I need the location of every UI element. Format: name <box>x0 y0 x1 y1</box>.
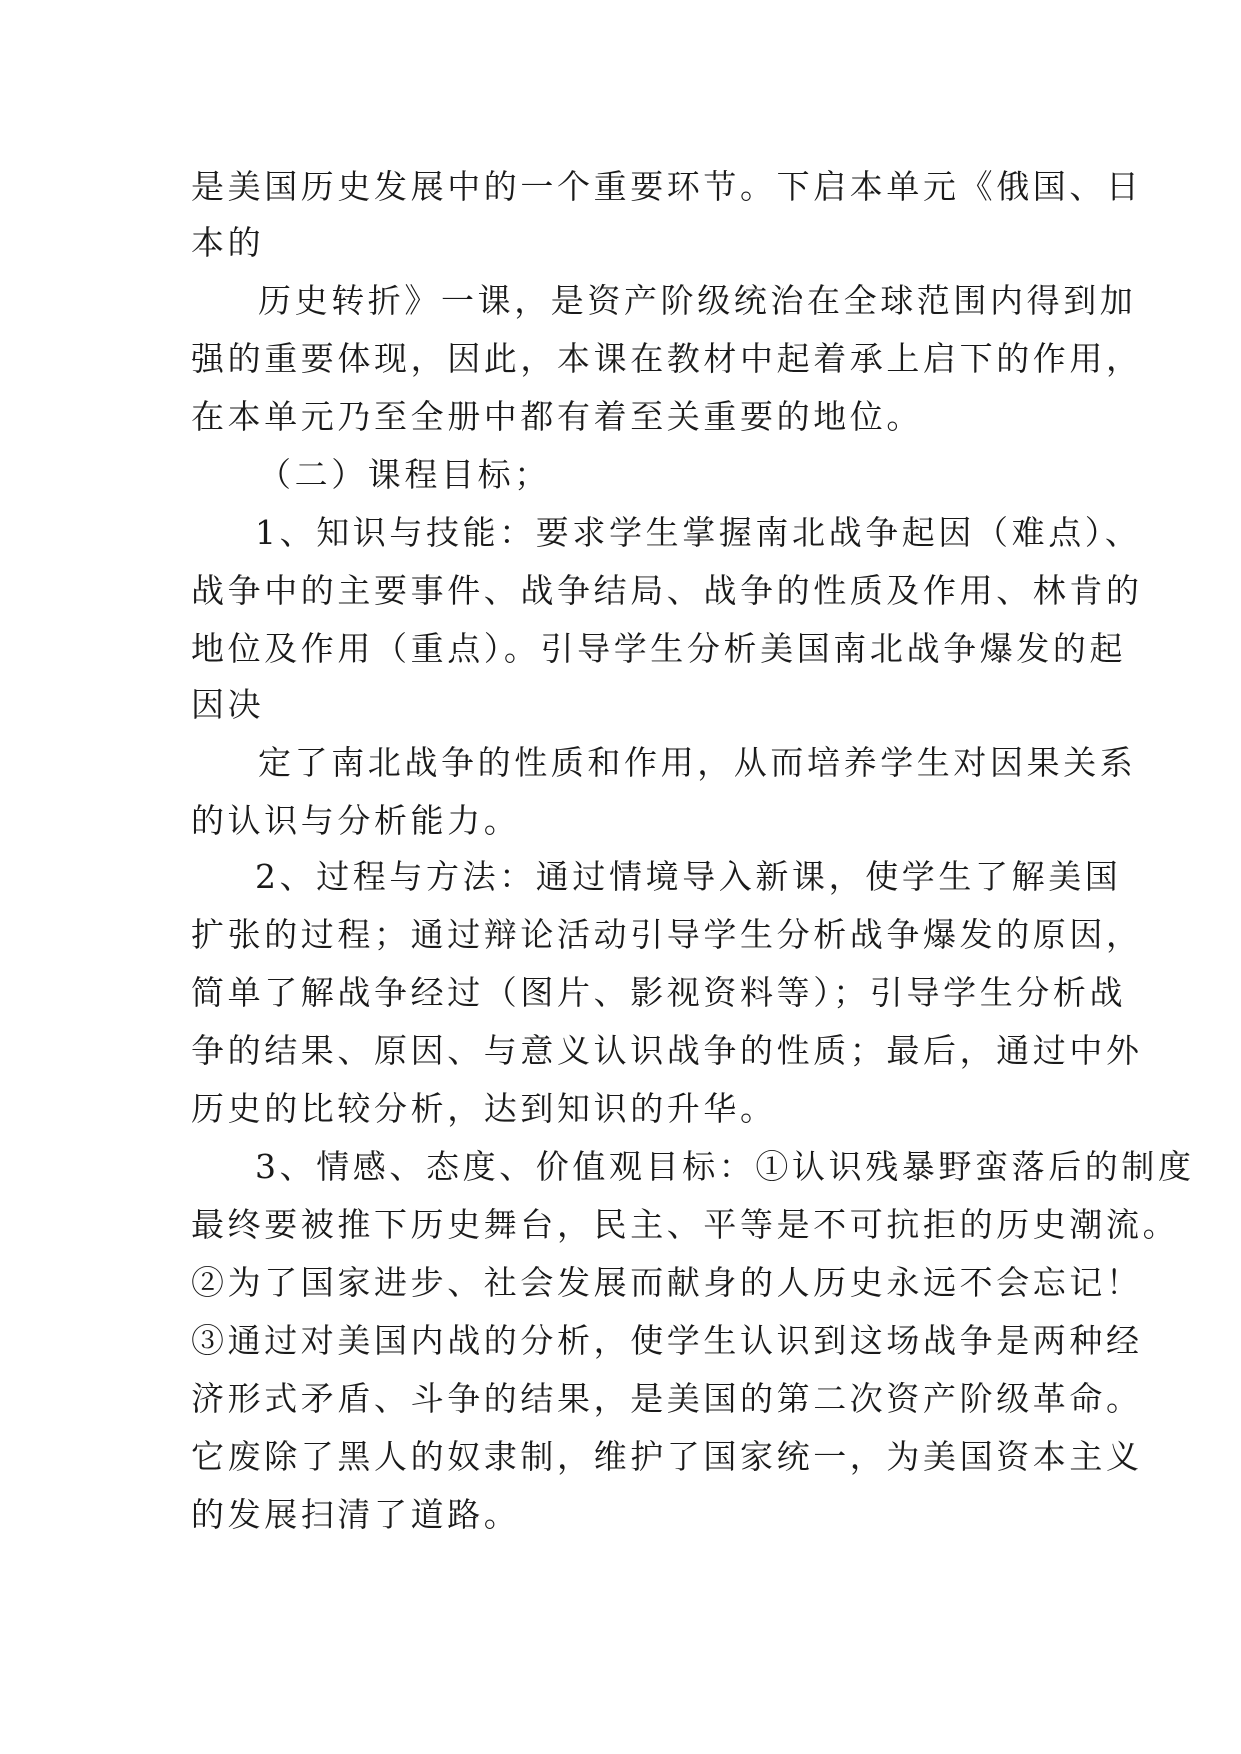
text-line: 因决 <box>191 685 265 724</box>
text-line: ②为了国家进步、社会发展而献身的人历史永远不会忘记！ <box>191 1263 1143 1302</box>
text-line: 的发展扫清了道路。 <box>191 1495 521 1534</box>
text-line: 简单了解战争经过（图片、影视资料等）；引导学生分析战 <box>191 973 1127 1012</box>
text-line: 3、情感、态度、价值观目标：①认识残暴野蛮落后的制度 <box>255 1147 1195 1186</box>
text-line: 1、知识与技能：要求学生掌握南北战争起因（难点）、 <box>255 513 1142 552</box>
text-line: 历史转折》一课，是资产阶级统治在全球范围内得到加 <box>258 281 1137 320</box>
text-line: 2、过程与方法：通过情境导入新课，使学生了解美国 <box>255 857 1122 896</box>
text-line: 它废除了黑人的奴隶制，维护了国家统一，为美国资本主义 <box>191 1437 1143 1476</box>
text-line: 在本单元乃至全册中都有着至关重要的地位。 <box>191 397 923 436</box>
text-line: 济形式矛盾、斗争的结果，是美国的第二次资产阶级革命。 <box>191 1379 1143 1418</box>
text-line: 历史的比较分析，达到知识的升华。 <box>191 1089 777 1128</box>
text-line: 定了南北战争的性质和作用，从而培养学生对因果关系 <box>258 743 1137 782</box>
section-heading: （二）课程目标； <box>258 455 551 494</box>
text-line: 本的 <box>191 223 265 262</box>
text-line: 强的重要体现，因此，本课在教材中起着承上启下的作用， <box>191 339 1143 378</box>
text-line: 地位及作用（重点）。引导学生分析美国南北战争爆发的起 <box>191 629 1127 668</box>
text-line: ③通过对美国内战的分析，使学生认识到这场战争是两种经 <box>191 1321 1143 1360</box>
text-line: 扩张的过程；通过辩论活动引导学生分析战争爆发的原因， <box>191 915 1143 954</box>
text-line: 争的结果、原因、与意义认识战争的性质；最后，通过中外 <box>191 1031 1143 1070</box>
text-line: 的认识与分析能力。 <box>191 801 521 840</box>
text-line: 最终要被推下历史舞台，民主、平等是不可抗拒的历史潮流。 <box>191 1205 1180 1244</box>
text-line: 战争中的主要事件、战争结局、战争的性质及作用、林肯的 <box>191 571 1143 610</box>
text-line: 是美国历史发展中的一个重要环节。下启本单元《俄国、日 <box>191 167 1143 206</box>
